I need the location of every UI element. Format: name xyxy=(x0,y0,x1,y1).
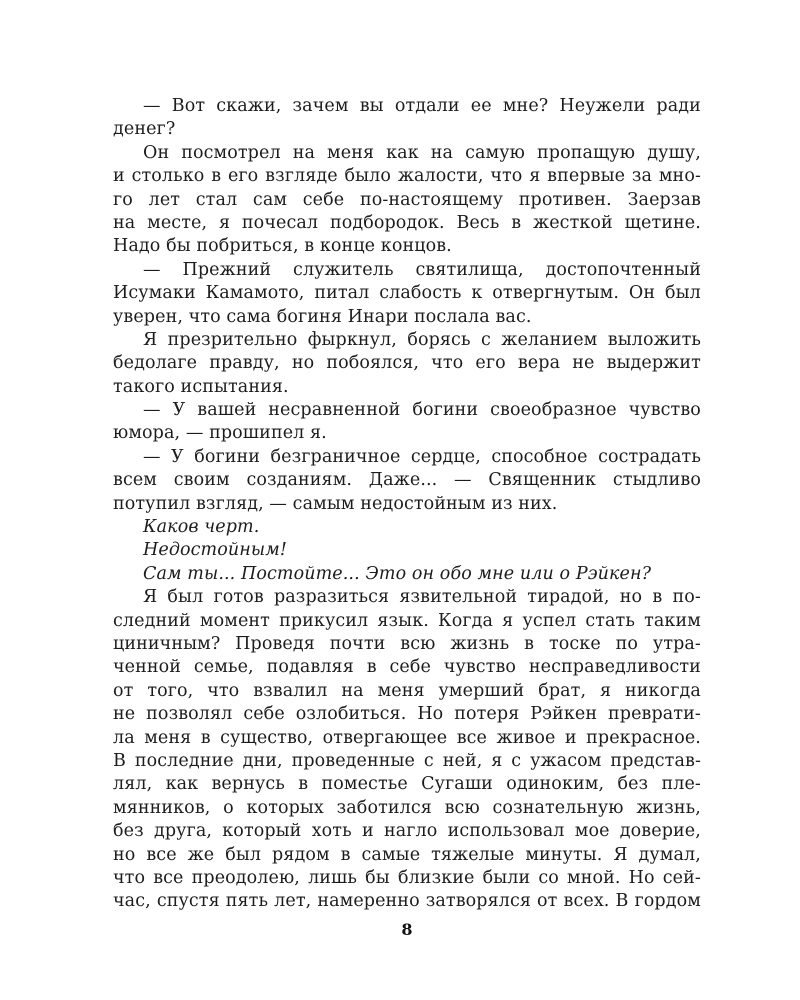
word: богини xyxy=(412,400,479,421)
word: ла xyxy=(113,727,135,748)
word: себе xyxy=(389,657,431,678)
word: спустя xyxy=(156,891,220,912)
text-line xyxy=(113,727,701,750)
word: Вот xyxy=(171,96,206,116)
word: чувство xyxy=(443,657,517,678)
text-line xyxy=(113,399,701,422)
word: гордом xyxy=(634,891,701,912)
word: что xyxy=(431,353,464,374)
word: все xyxy=(456,727,487,748)
word: к xyxy=(471,283,483,304)
word: посмотрел xyxy=(181,142,281,163)
word: был xyxy=(167,587,204,608)
text-line xyxy=(113,773,701,796)
word: меня xyxy=(144,727,192,748)
word: У xyxy=(172,400,186,421)
word: прекрасное. xyxy=(586,727,701,748)
word: заботился xyxy=(336,797,432,818)
word: себе xyxy=(243,704,285,725)
word: без xyxy=(617,774,649,795)
word: душу, xyxy=(647,142,701,163)
word: все xyxy=(153,867,184,888)
word: питал xyxy=(314,283,370,304)
word: на xyxy=(341,680,364,701)
word: что xyxy=(490,166,523,187)
word: несравненной xyxy=(268,400,401,421)
word: Проведя xyxy=(235,633,315,654)
word: в xyxy=(366,657,377,678)
word: утра- xyxy=(652,633,701,654)
word: того, xyxy=(147,680,194,701)
word: всех. xyxy=(563,891,610,912)
word: ужасом xyxy=(530,750,602,771)
word: о xyxy=(223,797,234,818)
word: на xyxy=(113,212,136,233)
word: богини xyxy=(194,446,261,467)
text-line xyxy=(113,633,701,656)
word: самую xyxy=(465,142,526,163)
paragraph xyxy=(113,399,701,446)
text-line xyxy=(113,329,701,352)
text-line: денег? xyxy=(113,119,176,140)
text-line: юмора, — прошипел я. xyxy=(113,423,327,444)
word: умерший xyxy=(438,680,525,701)
word: пле- xyxy=(661,774,701,795)
word: по xyxy=(615,633,639,654)
word: намеренно xyxy=(317,891,420,912)
word: стать xyxy=(585,610,635,631)
word: отдали xyxy=(394,96,460,116)
word: я xyxy=(218,212,231,233)
word: жалости, xyxy=(397,166,484,187)
word: в xyxy=(298,774,309,795)
word: правду, xyxy=(209,353,280,374)
word: В xyxy=(615,891,629,912)
word: почти xyxy=(329,633,386,654)
word: Я xyxy=(613,844,628,865)
word: способное xyxy=(491,446,588,467)
text-line xyxy=(113,750,701,773)
word: в xyxy=(340,844,351,865)
word: в xyxy=(511,212,522,233)
word: меня xyxy=(327,142,375,163)
word: позволял xyxy=(146,704,233,725)
text-line xyxy=(113,867,701,890)
word: впервые xyxy=(547,166,626,187)
word: я xyxy=(529,166,541,187)
word: зачем xyxy=(292,96,349,116)
word: я xyxy=(491,750,503,771)
word: все xyxy=(146,844,177,865)
word: побоялся, xyxy=(326,353,420,374)
word: от xyxy=(537,891,558,912)
word: — xyxy=(143,96,161,116)
word: лишь xyxy=(308,867,358,888)
word: жесткой xyxy=(533,212,613,233)
text-line: Каков черт. xyxy=(143,517,260,538)
word: сей- xyxy=(662,867,701,888)
word: сам xyxy=(252,189,288,210)
word: подбородок. xyxy=(329,212,445,233)
word: месте, xyxy=(147,212,208,233)
word: что xyxy=(113,867,146,888)
word: мно- xyxy=(658,166,701,187)
word: его xyxy=(227,166,259,187)
word: представ- xyxy=(610,750,701,771)
text-line: Недостойным! xyxy=(143,540,287,561)
word: на xyxy=(430,142,454,163)
word: чувство xyxy=(628,400,701,421)
word: Я xyxy=(143,329,158,350)
word: ради xyxy=(656,96,701,116)
word: никогда xyxy=(625,680,701,701)
word: скажи, xyxy=(216,96,282,116)
word: ней, xyxy=(442,750,483,771)
word: Он xyxy=(628,283,656,304)
word: с xyxy=(480,329,491,350)
word: я xyxy=(600,680,612,701)
word: рядом xyxy=(272,844,330,865)
word: нагло xyxy=(383,821,438,842)
text-line xyxy=(113,212,701,235)
word: Он xyxy=(143,142,170,163)
word: жизнь, xyxy=(636,797,701,818)
word: существо, xyxy=(220,727,314,748)
word: — xyxy=(143,400,161,421)
text-line xyxy=(113,890,701,913)
paragraph xyxy=(113,446,701,516)
word: близкие xyxy=(397,867,475,888)
word: как xyxy=(165,774,199,795)
word: доверие, xyxy=(619,821,701,842)
paragraph xyxy=(113,586,701,913)
word: использовал xyxy=(447,821,565,842)
word: взвалил xyxy=(253,680,328,701)
word: служитель xyxy=(293,259,394,280)
word: Священник xyxy=(488,470,597,491)
text-line xyxy=(113,165,701,188)
word: В xyxy=(113,750,126,771)
word: момент xyxy=(199,610,270,631)
word: слабость xyxy=(379,283,462,304)
word: но xyxy=(619,587,643,608)
word: лет xyxy=(148,189,181,210)
word: брат, xyxy=(538,680,587,701)
word: его xyxy=(475,353,506,374)
word: созданиям. xyxy=(246,470,353,491)
paragraph xyxy=(113,142,701,259)
word: язвительной xyxy=(399,587,518,608)
word: думал, xyxy=(638,844,701,865)
word: своеобразное xyxy=(490,400,617,421)
word: не xyxy=(572,353,595,374)
word: с xyxy=(423,750,434,771)
word: достопочтенный xyxy=(545,259,701,280)
word: лет, xyxy=(274,891,312,912)
text-line xyxy=(113,656,701,679)
word: своим xyxy=(173,470,230,491)
word: щетине. xyxy=(624,212,701,233)
paragraph xyxy=(113,95,701,142)
word: был xyxy=(665,283,701,304)
word: вера xyxy=(517,353,561,374)
word: пять xyxy=(225,891,269,912)
word: за xyxy=(631,166,653,187)
word: семье, xyxy=(193,657,254,678)
text-line xyxy=(113,95,701,118)
word: готов xyxy=(213,587,264,608)
word: вы xyxy=(359,96,384,116)
word: взгляде xyxy=(265,166,338,187)
word: почесал xyxy=(241,212,319,233)
word: в xyxy=(200,727,211,748)
word: безграничное xyxy=(270,446,401,467)
word: дни, xyxy=(242,750,283,771)
word: проведенные xyxy=(291,750,416,771)
word: выдержит xyxy=(606,353,701,374)
word: — xyxy=(454,470,472,491)
text-line xyxy=(113,680,701,703)
word: отвергающее xyxy=(322,727,448,748)
word: как xyxy=(386,142,419,163)
word: меня xyxy=(377,680,425,701)
word: поместье xyxy=(321,774,408,795)
text-line xyxy=(113,844,701,867)
text-line xyxy=(113,282,701,305)
word: следний xyxy=(113,610,191,631)
word: же xyxy=(187,844,215,865)
word: всю xyxy=(444,797,480,818)
word: Исумаки xyxy=(113,283,196,304)
word: ее xyxy=(470,96,492,116)
word: фыркнул, xyxy=(307,329,397,350)
word: и xyxy=(564,727,577,748)
word: Я xyxy=(143,587,158,608)
word: сознательную xyxy=(492,797,624,818)
word: подавляя xyxy=(266,657,354,678)
word: Весь xyxy=(456,212,500,233)
word: на xyxy=(292,142,315,163)
word: тирадой, xyxy=(527,587,610,608)
page-number: 8 xyxy=(401,920,413,939)
word: разразиться xyxy=(273,587,390,608)
word: затворялся xyxy=(425,891,531,912)
page-text xyxy=(113,95,701,914)
word: мое xyxy=(574,821,610,842)
word: преврати- xyxy=(608,704,701,725)
word: вашей xyxy=(197,400,257,421)
word: ченной xyxy=(113,657,182,678)
text-line xyxy=(113,142,701,165)
word: и xyxy=(361,821,374,842)
word: с xyxy=(511,750,522,771)
word: бы xyxy=(365,867,390,888)
word: Рэйкен xyxy=(530,704,598,725)
text-line: Надо бы побриться, в конце концов. xyxy=(113,236,452,257)
word: минуты. xyxy=(525,844,603,865)
word: Сугаши xyxy=(421,774,493,795)
word: от xyxy=(113,680,134,701)
word: тоске xyxy=(548,633,601,654)
word: жизнь xyxy=(450,633,510,654)
word: успел xyxy=(522,610,577,631)
word: сострадать xyxy=(598,446,701,467)
text-line xyxy=(113,469,701,492)
word: таким xyxy=(644,610,701,631)
word: было xyxy=(344,166,392,187)
text-line: потупил взгляд, — самым недостойным из них. xyxy=(113,493,558,514)
word: одиноким, xyxy=(506,774,605,795)
word: Но xyxy=(628,867,655,888)
text-line xyxy=(113,189,701,212)
word: друга, xyxy=(153,821,213,842)
word: по-настоящему xyxy=(359,189,504,210)
word: всю xyxy=(400,633,436,654)
word: стыдливо xyxy=(612,470,701,491)
word: несправедливости xyxy=(528,657,701,678)
text-line: такого испытания. xyxy=(113,376,289,397)
word: стал xyxy=(195,189,238,210)
word: но xyxy=(291,353,315,374)
word: час, xyxy=(113,891,151,912)
word: Прежний xyxy=(182,259,272,280)
word: У xyxy=(171,446,184,467)
word: прикусил xyxy=(279,610,369,631)
word: в xyxy=(524,633,535,654)
word: го xyxy=(113,189,133,210)
word: Даже... xyxy=(368,470,438,491)
word: по- xyxy=(672,587,701,608)
paragraph xyxy=(113,259,701,329)
paragraph xyxy=(113,563,701,586)
word: Когда xyxy=(438,610,494,631)
text-line xyxy=(113,610,701,633)
word: преодолею, xyxy=(191,867,300,888)
word: Заерзав xyxy=(627,189,701,210)
word: выложить xyxy=(607,329,701,350)
word: святилища, xyxy=(415,259,524,280)
word: отвергнутым. xyxy=(492,283,620,304)
word: что xyxy=(207,680,240,701)
word: борясь xyxy=(407,329,471,350)
word: но xyxy=(113,844,136,865)
text-line xyxy=(113,352,701,375)
word: самые xyxy=(361,844,421,865)
text-line xyxy=(113,703,701,726)
text-line xyxy=(113,586,701,609)
text-line xyxy=(113,259,701,282)
word: мне? xyxy=(502,96,549,116)
word: себе xyxy=(302,189,345,210)
word: живое xyxy=(496,727,556,748)
word: — xyxy=(143,446,161,467)
word: мной. xyxy=(567,867,621,888)
text-line xyxy=(113,797,701,820)
text-line xyxy=(113,446,701,469)
word: озлобиться. xyxy=(295,704,407,725)
paragraph xyxy=(113,329,701,399)
word: которых xyxy=(246,797,324,818)
text-line: Сам ты... Постойте... Это он обо мне или о Рэйкен? xyxy=(143,563,652,584)
word: который xyxy=(222,821,302,842)
word: не xyxy=(113,704,136,725)
word: противен. xyxy=(518,189,612,210)
paragraph xyxy=(113,539,701,562)
word: Неужели xyxy=(559,96,646,116)
word: сердце, xyxy=(410,446,481,467)
word: были xyxy=(482,867,531,888)
word: со xyxy=(538,867,559,888)
word: лял, xyxy=(113,774,153,795)
paragraph xyxy=(113,516,701,539)
word: язык. xyxy=(377,610,429,631)
word: был xyxy=(225,844,262,865)
word: тяжелые xyxy=(431,844,515,865)
word: без xyxy=(113,821,144,842)
word: Камамото, xyxy=(205,283,305,304)
word: пропащую xyxy=(537,142,636,163)
word: столько xyxy=(131,166,205,187)
word: — xyxy=(143,259,161,280)
word: Но xyxy=(417,704,444,725)
word: я xyxy=(502,610,514,631)
word: в xyxy=(211,166,222,187)
word: хоть xyxy=(311,821,352,842)
word: циничным? xyxy=(113,633,221,654)
word: в xyxy=(652,587,663,608)
word: желанием xyxy=(501,329,598,350)
word: мянников, xyxy=(113,797,211,818)
word: вернусь xyxy=(211,774,285,795)
word: презрительно xyxy=(167,329,298,350)
text-line xyxy=(113,820,701,843)
word: всем xyxy=(113,470,158,491)
word: бедолаге xyxy=(113,353,198,374)
word: последние xyxy=(134,750,234,771)
word: и xyxy=(113,166,125,187)
text-line: уверен, что сама богиня Инари послала вас. xyxy=(113,306,532,327)
word: потеря xyxy=(454,704,520,725)
